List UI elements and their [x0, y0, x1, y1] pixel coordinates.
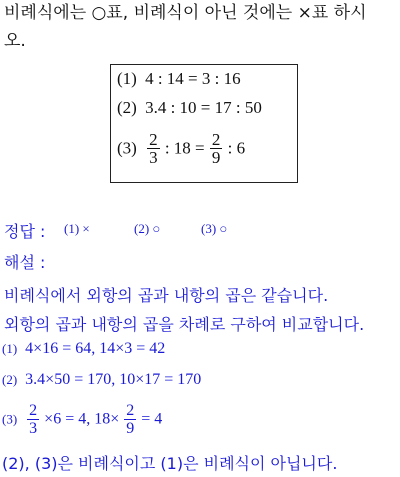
box-item-1-expression: 4 : 14 = 3 : 16 [145, 69, 241, 88]
box-item-3-tail: : 6 [227, 138, 246, 158]
row-3-fraction-2 [124, 402, 136, 437]
box-item-3 [117, 131, 245, 166]
fraction-numerator: 2 [126, 402, 135, 419]
explanation-row-2 [2, 371, 201, 389]
fraction-numerator: 2 [149, 130, 158, 149]
explanation-conclusion: (2), (3)은 비례식이고 (1)은 비례식이 아닙니다. [2, 454, 338, 473]
box-item-2 [117, 98, 262, 118]
explanation-line-1: 비례식에서 외항의 곱과 내항의 곱은 같습니다. [4, 286, 329, 305]
explanation-row-3 [2, 402, 162, 437]
box-item-2-number: (2) [117, 98, 137, 117]
box-item-3-middle: : 18 = [164, 138, 205, 158]
fraction-denominator: 9 [126, 420, 135, 437]
fraction-denominator: 9 [211, 148, 221, 167]
answer-1: (1) × [64, 221, 90, 236]
row-2-expression: 3.4×50 = 170, 10×17 = 170 [25, 371, 202, 388]
box-item-3-fraction-2 [210, 131, 223, 166]
explanation-row-1 [2, 340, 165, 358]
row-3-fraction-1 [27, 402, 39, 437]
answer-3: (3) ○ [201, 221, 228, 236]
row-3-number: (3) [2, 411, 18, 427]
box-item-1-number: (1) [117, 69, 137, 88]
row-3-tail: = 4 [141, 410, 163, 428]
explanation-label: 해설 : [4, 253, 46, 272]
box-item-1 [117, 69, 241, 89]
explanation-line-2: 외항의 곱과 내항의 곱을 차례로 구하여 비교합니다. [4, 315, 365, 334]
question-line-1: 비례식에는 ○표, 비례식이 아닌 것에는 ×표 하시 [4, 3, 367, 23]
row-1-number: (1) [2, 341, 18, 356]
box-item-3-fraction-1 [147, 131, 160, 166]
proportion-box [110, 64, 298, 183]
fraction-denominator: 3 [149, 148, 158, 167]
answer-2: (2) ○ [134, 221, 161, 236]
question-line-2: 오. [4, 31, 26, 51]
fraction-numerator: 2 [211, 130, 221, 149]
fraction-numerator: 2 [29, 402, 38, 419]
box-item-2-expression: 3.4 : 10 = 17 : 50 [145, 98, 262, 117]
answer-label: 정답 : [4, 222, 46, 241]
box-item-3-number: (3) [117, 138, 137, 158]
row-1-expression: 4×16 = 64, 14×3 = 42 [25, 340, 166, 357]
row-2-number: (2) [2, 372, 18, 387]
fraction-denominator: 3 [29, 420, 38, 437]
row-3-middle: ×6 = 4, 18× [44, 410, 120, 428]
